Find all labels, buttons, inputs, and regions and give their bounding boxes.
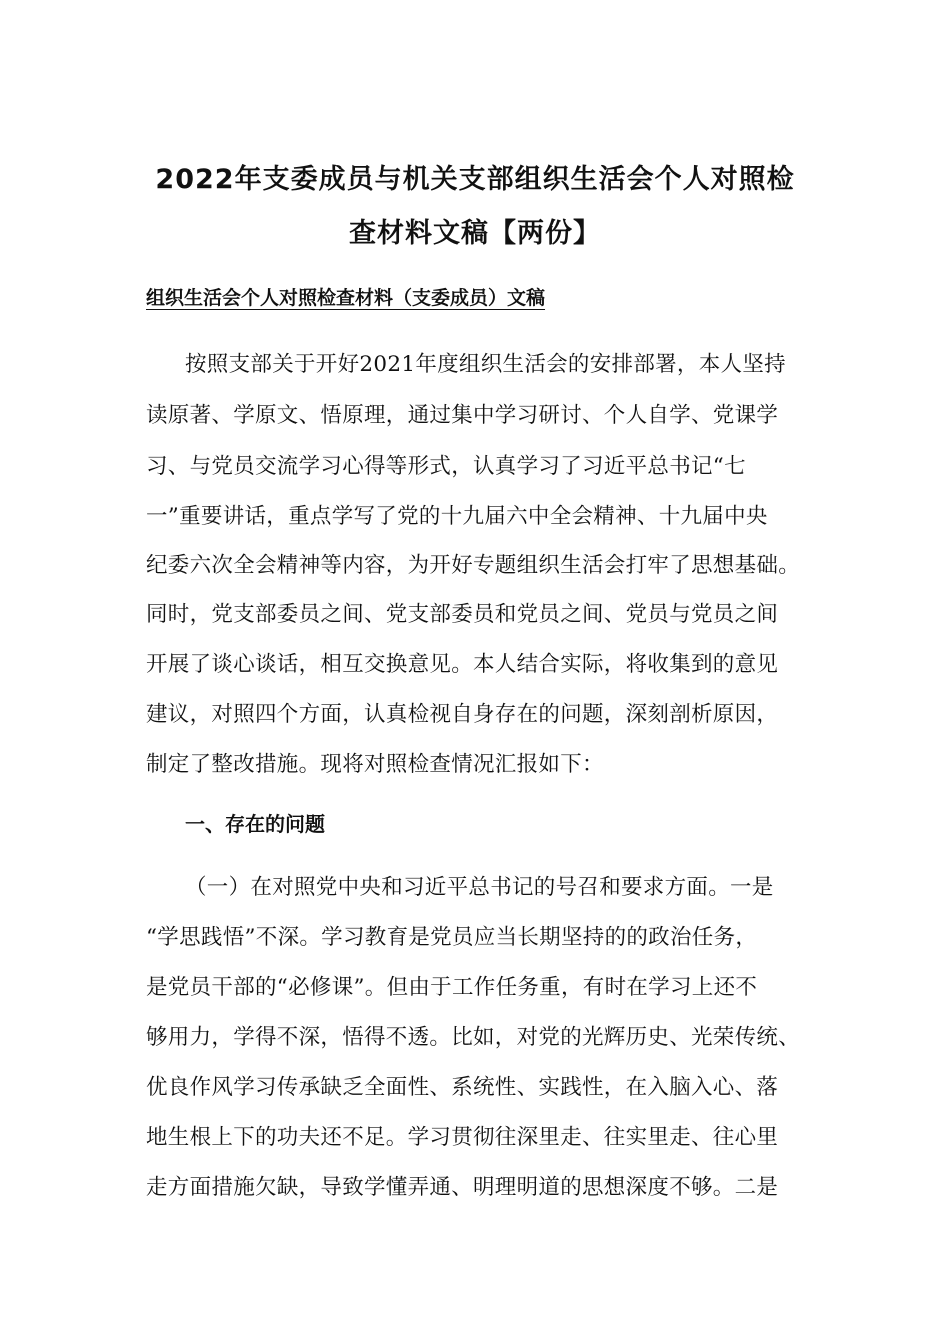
paragraph-line: 建议，对照四个方面，认真检视自身存在的问题，深刻剖析原因，: [146, 702, 779, 727]
paragraph-line: 一”重要讲话，重点学写了党的十九届六中全会精神、十九届中央: [146, 504, 768, 529]
paragraph-line: “学思践悟”不深。学习教育是党员应当长期坚持的的政治任务，: [146, 925, 758, 950]
paragraph-line: 优良作风学习传承缺乏全面性、系统性、实践性，在入脑入心、落: [146, 1075, 779, 1100]
section-subtitle: 组织生活会个人对照检查材料（支委成员）文稿: [146, 287, 546, 309]
paragraph-line: 读原著、学原文、悟原理，通过集中学习研讨、个人自学、党课学: [146, 403, 779, 428]
paragraph-line: 够用力，学得不深，悟得不透。比如，对党的光辉历史、光荣传统、: [146, 1025, 801, 1050]
document-title-line-1: 2022年支委成员与机关支部组织生活会个人对照检: [155, 164, 795, 195]
paragraph-line: （一）在对照党中央和习近平总书记的号召和要求方面。一是: [185, 875, 774, 900]
paragraph-line: 走方面措施欠缺，导致学懂弄通、明理明道的思想深度不够。二是: [146, 1175, 779, 1200]
paragraph-line: 习、与党员交流学习心得等形式，认真学习了习近平总书记“七: [146, 454, 746, 479]
document-title-line-2: 查材料文稿【两份】: [349, 218, 601, 249]
paragraph-line: 纪委六次全会精神等内容，为开好专题组织生活会打牢了思想基础。: [146, 553, 801, 578]
paragraph-line: 地生根上下的功夫还不足。学习贯彻往深里走、往实里走、往心里: [146, 1125, 779, 1150]
paragraph-line: 开展了谈心谈话，相互交换意见。本人结合实际，将收集到的意见: [146, 652, 779, 677]
paragraph-line: 是党员干部的“必修课”。但由于工作任务重，有时在学习上还不: [146, 975, 758, 1000]
paragraph-line: 制定了整改措施。现将对照检查情况汇报如下：: [146, 752, 604, 777]
section-heading: 一、存在的问题: [185, 812, 325, 836]
paragraph-line: 同时，党支部委员之间、党支部委员和党员之间、党员与党员之间: [146, 602, 779, 627]
paragraph-line: 按照支部关于开好2021年度组织生活会的安排部署，本人坚持: [185, 352, 786, 377]
